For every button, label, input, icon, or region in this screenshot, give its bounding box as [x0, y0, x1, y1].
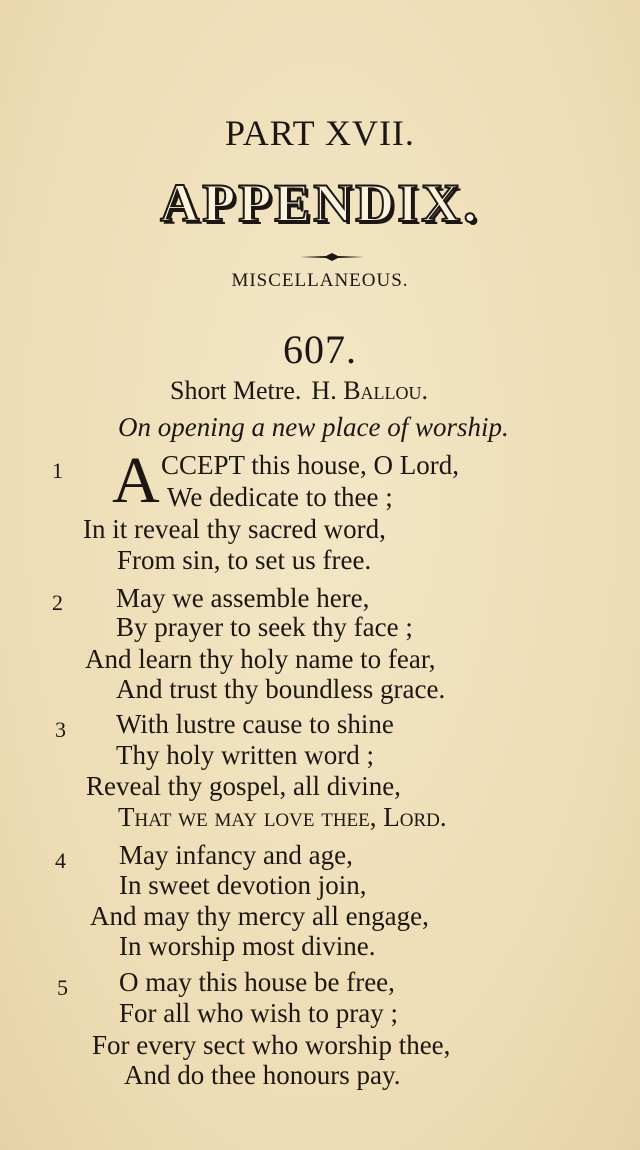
verse-line: May we assemble here,	[116, 583, 370, 613]
divider-ornament	[300, 252, 364, 262]
verse-line: With lustre cause to shine	[116, 709, 394, 739]
verse-number: 5	[57, 975, 68, 1000]
hymn-number: 607.	[283, 327, 357, 372]
verse-line: That we may love thee, Lord.	[118, 802, 447, 832]
verse-line: Reveal thy gospel, all divine,	[86, 771, 401, 801]
verse-line: From sin, to set us free.	[117, 545, 372, 575]
verse-line: And trust thy boundless grace.	[116, 674, 446, 704]
verse-line: We dedicate to thee ;	[167, 482, 393, 512]
verse-line: O may this house be free,	[119, 967, 395, 997]
verse-line: In it reveal thy sacred word,	[83, 514, 386, 544]
hymn-meter-line	[170, 376, 428, 406]
verse-line: In worship most divine.	[119, 931, 376, 961]
verse-line: For every sect who worship thee,	[92, 1030, 451, 1060]
part-heading: PART XVII.	[225, 113, 415, 153]
verse-number: 2	[52, 590, 63, 615]
section-heading: MISCELLANEOUS.	[231, 270, 409, 291]
meter-label: Short Metre.	[170, 376, 302, 405]
verse-line: CCEPT this house, O Lord,	[161, 450, 460, 480]
appendix-title: APPENDIX.	[160, 173, 480, 233]
verse-line: By prayer to seek thy face ;	[116, 612, 413, 642]
author-name: H. Ballou.	[311, 376, 429, 405]
verse-line: And do thee honours pay.	[124, 1060, 401, 1090]
hymn-occasion: On opening a new place of worship.	[118, 412, 509, 442]
verse-line: And may thy mercy all engage,	[90, 901, 429, 931]
verse-number: 1	[52, 458, 63, 483]
verse-line: In sweet devotion join,	[119, 870, 367, 900]
verse-line: For all who wish to pray ;	[119, 998, 398, 1028]
verse-line: And learn thy holy name to fear,	[85, 644, 436, 674]
drop-cap: A	[112, 444, 160, 517]
verse-number: 4	[55, 848, 66, 873]
verse-line: May infancy and age,	[119, 840, 353, 870]
verse-line: Thy holy written word ;	[116, 740, 374, 770]
verse-number: 3	[55, 717, 66, 742]
